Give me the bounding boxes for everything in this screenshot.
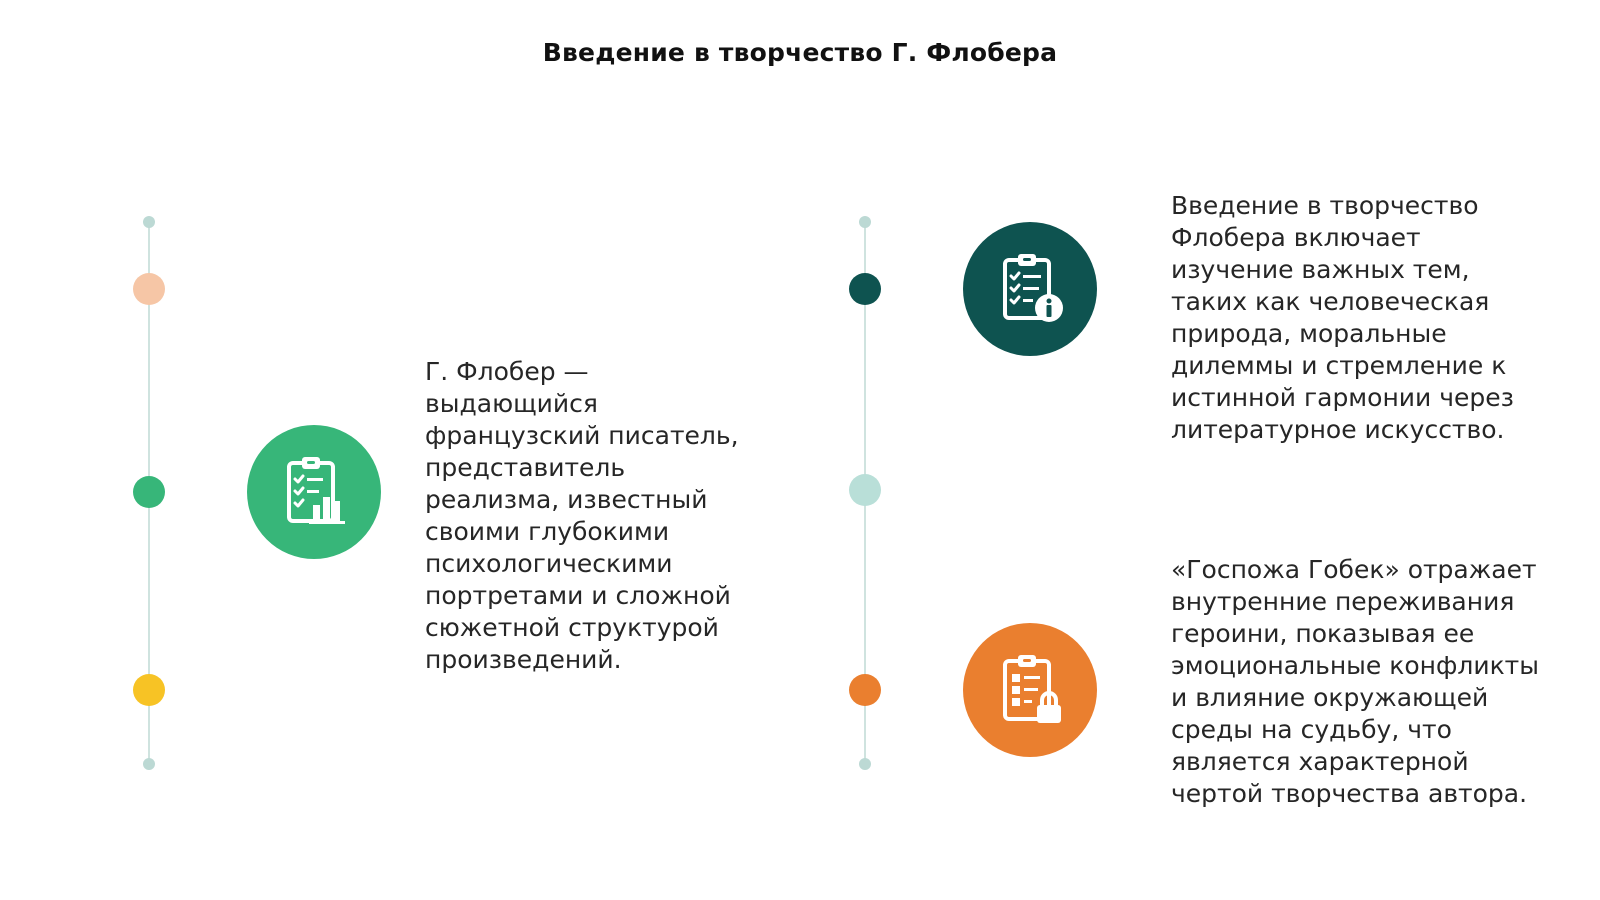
clipboard-info-icon [995, 252, 1065, 326]
left-timeline-start-dot [143, 216, 155, 228]
page-title: Введение в творчество Г. Флобера [542, 38, 1058, 67]
middle-timeline-end-dot [859, 758, 871, 770]
left-timeline-end-dot [143, 758, 155, 770]
middle-timeline-start-dot [859, 216, 871, 228]
item-2-icon-circle [963, 222, 1097, 356]
left-timeline-green-dot [133, 476, 165, 508]
item-3-icon-circle [963, 623, 1097, 757]
clipboard-lock-icon [995, 653, 1065, 727]
item-1-icon-circle [247, 425, 381, 559]
item-2-text: Введение в творчество Флобера включает изучение важных тем, таких как человеческая природа, моральные дилеммы и стремление к истинной гармонии через литературное искусство. [1171, 191, 1514, 444]
clipboard-chart-icon [279, 455, 349, 529]
left-timeline-peach-dot [133, 273, 165, 305]
middle-timeline-dark-teal-dot [849, 273, 881, 305]
left-timeline-yellow-dot [133, 674, 165, 706]
item-1-text: Г. Флобер — выдающийся французский писатель, представитель реализма, известный своими глубокими психологическими портретами и сложной сюжетной структурой произведений. [425, 357, 739, 674]
middle-timeline-light-teal-dot [849, 474, 881, 506]
item-3-text: «Госпожа Гобек» отражает внутренние переживания героини, показывая ее эмоциональные конфликты и влияние окружающей среды на судьбу, что является характерной чертой творчества автора. [1171, 555, 1539, 808]
middle-timeline-orange-dot [849, 674, 881, 706]
